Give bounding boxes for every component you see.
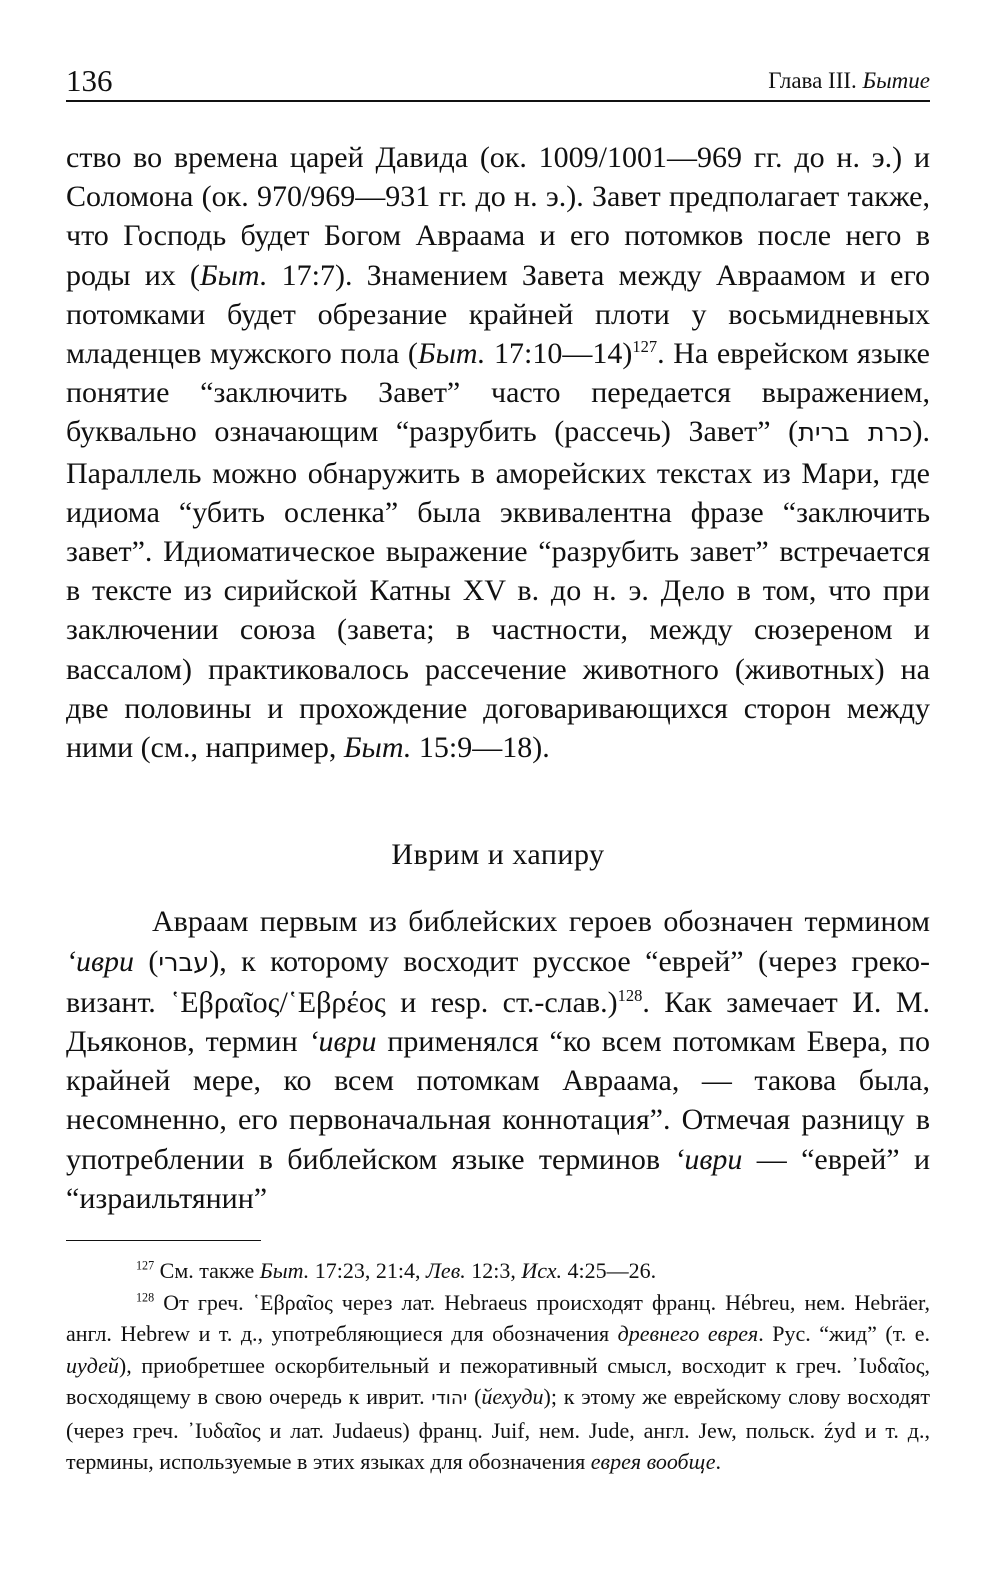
book-title: Бытие — [862, 68, 930, 93]
text-run: ); к этому же еврейскому слову восходят (через греч. ᾽Ιυδαῖος и лат. Judaeus) франц. Juif, нем. Jude, англ. Jew, польск. źyd и т. д., термины, используемые в этих языках для обозначения — [66, 1384, 930, 1475]
footnote-127 — [66, 1255, 930, 1287]
text-run: 17:10—14) — [485, 337, 633, 371]
text-run: . На еврейском языке понятие “заключить Завет” часто передается выражением, буквально означающим “разрубить (рассечь) Завет” ( — [66, 337, 931, 449]
italic-reference: Быт. — [417, 337, 486, 371]
book-page — [66, 58, 930, 1478]
text-run: . Как замечает И. М. Дьяконов, термин — [66, 985, 930, 1059]
italic-term: ‘иври — [308, 1025, 377, 1059]
main-text — [66, 138, 930, 1218]
italic-reference: Быт. — [259, 1258, 310, 1284]
italic-reference: Исх. — [521, 1258, 563, 1284]
italic-reference: Лев. — [426, 1258, 466, 1284]
italic-term: еврея вообще — [590, 1449, 716, 1475]
footnote-divider — [66, 1240, 261, 1241]
italic-term: иудей — [66, 1352, 119, 1378]
paragraph — [66, 902, 930, 1218]
section-heading: Иврим и хапиру — [391, 838, 605, 872]
italic-term: ‘иври — [66, 944, 135, 978]
hebrew-text: יהודי — [431, 1388, 468, 1410]
footnotes — [66, 1255, 930, 1478]
footnote-number: 128 — [136, 1290, 155, 1305]
footnote-number: 127 — [136, 1258, 155, 1273]
text-run: ), приобретшее оскорбительный и пежоративный смысл, восходит к греч. ᾽Ιυδαῖος, восходящему в свою очередь к иврит. — [66, 1352, 930, 1410]
italic-reference: Быт. — [199, 258, 268, 292]
footnote-marker[interactable]: 128 — [617, 985, 643, 1005]
text-run: — “еврей” и “израильтянин” — [66, 1142, 930, 1215]
italic-reference: Быт. — [343, 731, 412, 765]
hebrew-text: עברי — [158, 947, 210, 978]
text-run: ( — [467, 1384, 482, 1410]
running-head — [66, 58, 930, 102]
text-run: . Рус. “жид” (т. е. — [758, 1321, 930, 1347]
chapter-title — [768, 69, 930, 96]
hebrew-text: כרת ברית — [798, 418, 913, 449]
text-run: 17:23, 21:4, — [309, 1258, 427, 1284]
text-run: 12:3, — [465, 1258, 522, 1284]
text-run: ). Параллель можно обнаружить в аморейских текстах из Мари, где идиома “убить осленка” была эквивалентна фразе “заключить завет”. Идиоматическое выражение “разрубить завет” встречается в тексте из сирийской Катны XV в. до н. э. Дело в том, что при заключении союза (завета; в частности, между сюзереном и вассалом) практиковалось рассечение животного (животных) на две половины и прохождение договаривающихся сторон между ними (см., например, — [66, 415, 930, 765]
text-run: От греч. ῾Εβραῖος через лат. Hebraeus происходят франц. Hébreu, нем. Hebräer, англ. Hebrew и т. д., употребляющиеся для обозначения — [66, 1289, 930, 1347]
paragraph — [66, 138, 930, 767]
text-run: 15:9—18). — [411, 731, 550, 765]
text-run: . — [715, 1449, 722, 1475]
italic-term: йехуди — [481, 1384, 544, 1410]
footnote-marker[interactable]: 127 — [632, 337, 658, 357]
text-run: 17:7). Знамением Завета между Авраамом и его потомками будет обрезание крайней плоти у восьмидневных младенцев мужского пола ( — [66, 258, 931, 371]
text-run: См. также — [154, 1258, 260, 1284]
italic-term: древнего еврея — [617, 1321, 759, 1347]
italic-term: ‘иври — [674, 1142, 743, 1176]
text-run: 4:25—26. — [562, 1258, 657, 1284]
text-run: Авраам первым из библейских героев обозначен термином — [152, 905, 930, 939]
text-run: ство во времена царей Давида (ок. 1009/1001—969 гг. до н. э.) и Соломона (ок. 970/969—931 гг. до н. э.). Завет предполагает также, что Господь будет Богом Авраама и его потомков после него в роды их ( — [66, 141, 930, 292]
text-run: ), к которому восходит русское “еврей” (через греко-визант. ῾Εβραῖος/῾Εβρέος и resp. ст.-слав.) — [66, 944, 931, 1019]
text-run: применялся “ко всем потомкам Евера, по крайней мере, ко всем потомкам Авраама, — такова была, несомненно, его первоначальная коннотация”. Отмечая разницу в употреблении в библейском языке терминов — [66, 1025, 930, 1176]
text-run: ( — [134, 944, 159, 978]
chapter-label: Глава III. — [768, 68, 857, 93]
footnote-128 — [66, 1287, 930, 1478]
page-number: 136 — [66, 63, 113, 98]
